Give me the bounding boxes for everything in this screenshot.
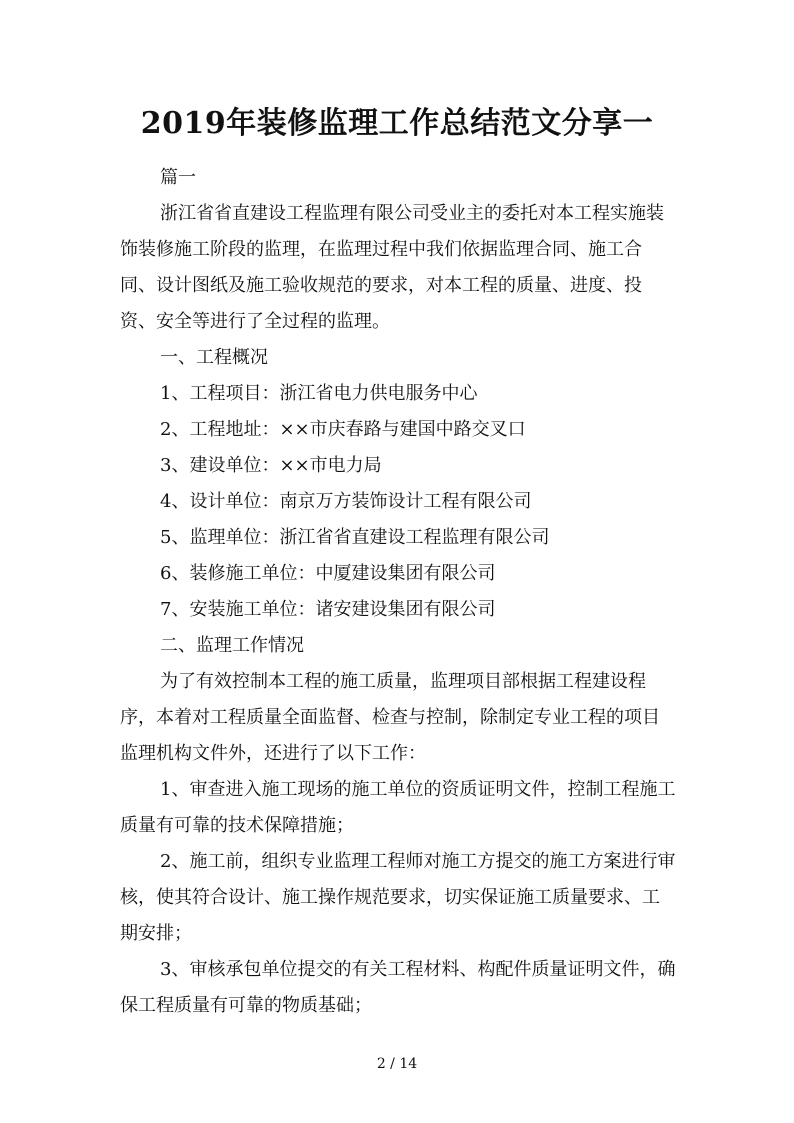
- overview-item: 4、设计单位：南京万方装饰设计工程有限公司: [160, 491, 532, 512]
- overview-item: 7、安装施工单位：诸安建设集团有限公司: [160, 599, 496, 620]
- work-item: 1、审查进入施工现场的施工单位的资质证明文件，控制工程施工质量有可靠的技术保障措施；: [120, 779, 676, 836]
- heading-overview: 一、工程概况: [160, 347, 268, 368]
- overview-item: 5、监理单位：浙江省省直建设工程监理有限公司: [160, 527, 550, 548]
- page-number: 2 / 14: [376, 1056, 418, 1072]
- overview-item: 2、工程地址：××市庆春路与建国中路交叉口: [160, 419, 526, 440]
- work-item: 2、施工前，组织专业监理工程师对施工方提交的施工方案进行审核，使其符合设计、施工操作规范要求，切实保证施工质量要求、工期安排；: [120, 851, 676, 944]
- work-item: 3、审核承包单位提交的有关工程材料、构配件质量证明文件，确保工程质量有可靠的物质基础；: [120, 959, 676, 1016]
- document-title: 2019年装修监理工作总结范文分享一: [140, 106, 654, 141]
- intro-paragraph: 浙江省省直建设工程监理有限公司受业主的委托对本工程实施装饰装修施工阶段的监理，在监理过程中我们依据监理合同、施工合同、设计图纸及施工验收规范的要求，对本工程的质量、进度、投资、安全等进行了全过程的监理。: [120, 203, 664, 332]
- supervision-paragraph: 为了有效控制本工程的施工质量，监理项目部根据工程建设程序，本着对工程质量全面监督、检查与控制，除制定专业工程的项目监理机构文件外，还进行了以下工作：: [120, 671, 660, 764]
- overview-item: 6、装修施工单位：中厦建设集团有限公司: [160, 563, 496, 584]
- overview-item: 1、工程项目：浙江省电力供电服务中心: [160, 383, 478, 404]
- document-body: [120, 160, 676, 1024]
- heading-supervision: 二、监理工作情况: [160, 635, 304, 656]
- overview-item: 3、建设单位：××市电力局: [160, 455, 382, 476]
- section-label: 篇一: [160, 167, 196, 188]
